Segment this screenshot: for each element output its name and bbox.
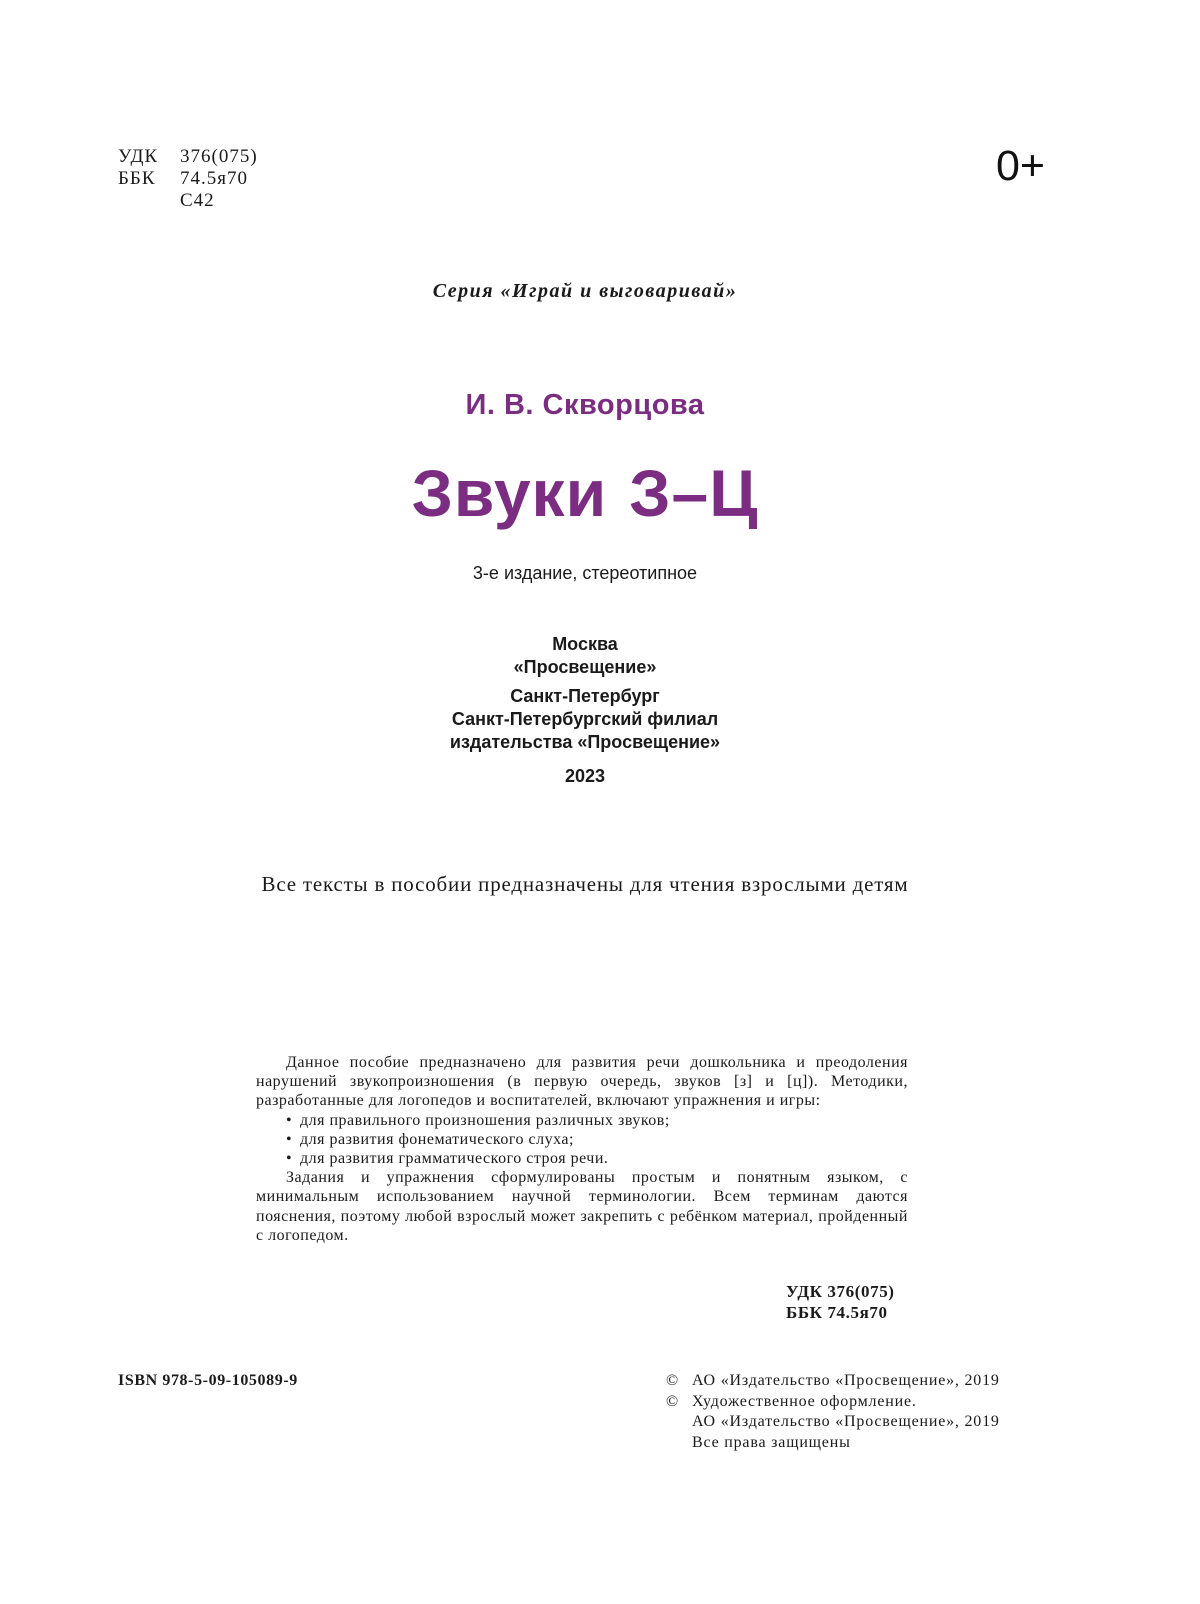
edition-info: 3-е издание, стереотипное	[472, 563, 698, 583]
copyright-line-1: АО «Издательство «Просвещение», 2019	[692, 1372, 1000, 1389]
publication-year: 2023	[564, 766, 606, 786]
publisher-name-1: «Просвещение»	[513, 657, 657, 677]
reading-note: Все тексты в пособии предназначены для чтения взрослыми детям	[261, 872, 909, 896]
udk-bottom: УДК 376(075)	[786, 1282, 895, 1301]
udk-value: 376(075)	[180, 146, 258, 167]
publisher-branch-line-2: издательства «Просвещение»	[449, 732, 721, 752]
series-title: Серия «Играй и выговаривай»	[432, 280, 738, 302]
bbk-label: ББК	[118, 168, 156, 189]
book-title-part1: Звуки	[411, 456, 608, 530]
abstract-intro: Данное пособие предназначено для развития речи дошкольника и преодоления нарушений звукопроизношения (в первую очередь, звуков [з] и [ц]). Методики, разработанные для логопедов и воспитателей, включают упражнения и игры:	[256, 1054, 908, 1110]
abstract-bullet-list	[256, 1111, 908, 1169]
age-rating: 0+	[996, 142, 1046, 190]
bbk-bottom: ББК 74.5я70	[786, 1303, 888, 1322]
bbk-value: 74.5я70	[180, 168, 248, 189]
classification-block	[118, 146, 258, 212]
publisher-moscow	[0, 633, 1170, 679]
udk-label: УДК	[118, 146, 159, 167]
publisher-city-1: Москва	[552, 634, 618, 654]
classification-bottom	[786, 1281, 895, 1323]
copyright-line-4: Все права защищены	[692, 1433, 851, 1451]
abstract	[256, 1053, 908, 1245]
isbn: ISBN 978-5-09-105089-9	[118, 1372, 298, 1389]
copyright-block	[666, 1371, 1000, 1453]
book-title	[0, 455, 1170, 531]
copyright-symbol: ©	[666, 1392, 679, 1410]
list-item: • для развития грамматического строя речи.	[286, 1150, 609, 1168]
list-item: • для правильного произношения различных звуков;	[286, 1111, 670, 1129]
publisher-spb	[0, 685, 1170, 754]
list-item: • для развития фонематического слуха;	[286, 1130, 574, 1148]
copyright-symbol: ©	[666, 1372, 679, 1389]
copyright-line-2: Художественное оформление.	[692, 1392, 917, 1410]
book-title-part2: З–Ц	[629, 456, 759, 530]
publisher-city-2: Санкт-Петербург	[510, 686, 660, 706]
author-name: И. В. Скворцова	[465, 389, 705, 421]
publisher-branch-line-1: Санкт-Петербургский филиал	[451, 709, 719, 729]
author-mark: С42	[180, 190, 215, 211]
copyright-line-3: АО «Издательство «Просвещение», 2019	[692, 1413, 1000, 1430]
abstract-outro: Задания и упражнения сформулированы простым и понятным языком, с минимальным использованием научной терминологии. Всем терминам даются пояснения, поэтому любой взрослый может закрепить с ребёнком материал, пройденный с логопедом.	[256, 1169, 908, 1244]
